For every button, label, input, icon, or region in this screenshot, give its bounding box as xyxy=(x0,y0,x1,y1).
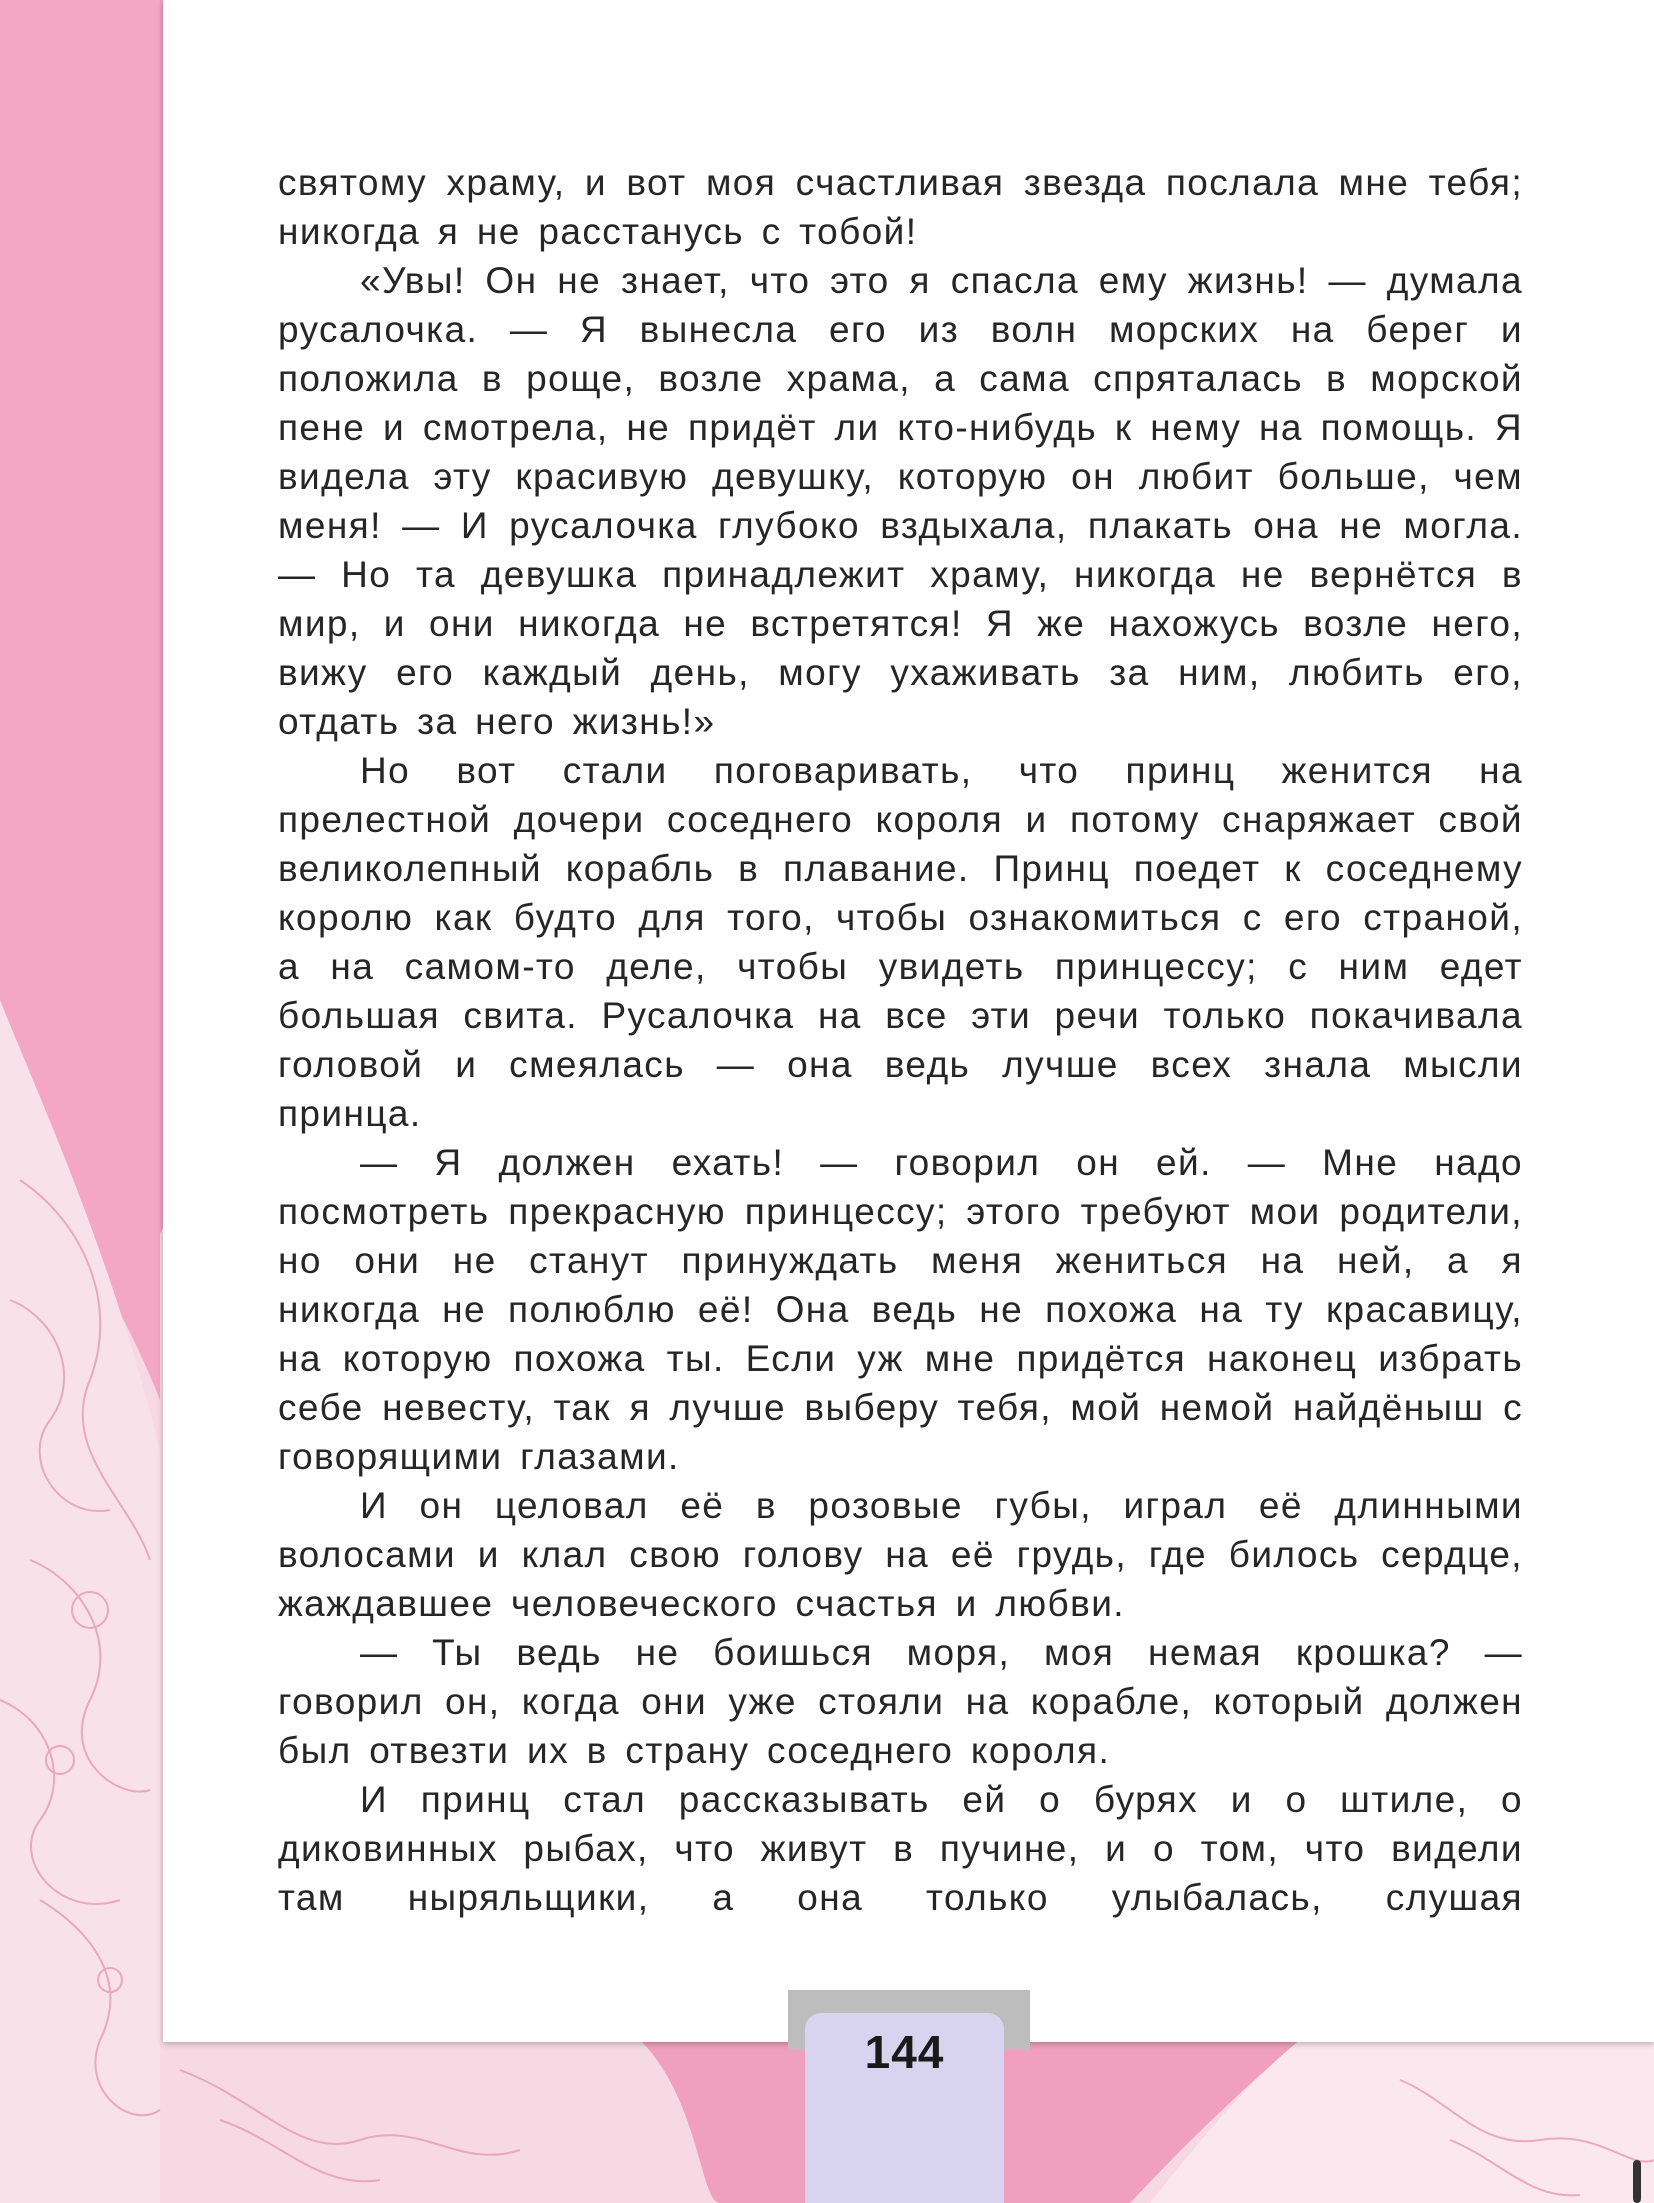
scrollbar[interactable] xyxy=(1633,2160,1641,2203)
paragraph: — Я должен ехать! — говорил он ей. — Мне надо посмотреть прекрасную принцессу; этого требуют мои родители, но они не станут принуждать меня жениться на ней, а я никогда не полюблю её! Она ведь не похожа на ту красавицу, на которую похожа ты. Если уж мне придётся наконец избрать себе невесту, так я лучше выберу тебя, мой немой найдёныш с говорящими глазами. xyxy=(278,1142,1523,1477)
paragraph: И принц стал рассказывать ей о бурях и о штиле, о диковинных рыбах, что живут в пучине, и о том, что видели там ныряльщики, а она только улыбалась, слушая xyxy=(278,1779,1523,1918)
paragraph: — Ты ведь не боишься моря, моя немая крошка? — говорил он, когда они уже стояли на корабле, который должен был отвезти их в страну соседнего короля. xyxy=(278,1632,1523,1771)
page-number-badge xyxy=(805,2013,1004,2203)
page-text xyxy=(278,158,1523,1922)
paragraph: И он целовал её в розовые губы, играл её длинными волосами и клал свою голову на её грудь, где билось сердце, жаждавшее человеческого счастья и любви. xyxy=(278,1485,1523,1624)
paragraph: «Увы! Он не знает, что это я спасла ему жизнь! — думала русалочка. — Я вынесла его из волн морских на берег и положила в роще, возле храма, а сама спряталась в морской пене и смотрела, не придёт ли кто-нибудь к нему на помощь. Я видела эту красивую девушку, которую он любит больше, чем меня! — И русалочка глубоко вздыхала, плакать она не могла. — Но та девушка принадлежит храму, никогда не вернётся в мир, и они никогда не встретятся! Я же нахожусь возле него, вижу его каждый день, могу ухаживать за ним, любить его, отдать за него жизнь!» xyxy=(278,260,1523,742)
paragraph: святому храму, и вот моя счастливая звезда послала мне тебя; никогда я не расстанусь с тобой! xyxy=(278,162,1523,252)
paragraph: Но вот стали поговаривать, что принц женится на прелестной дочери соседнего короля и потому снаряжает свой великолепный корабль в плавание. Принц поедет к соседнему королю как будто для того, чтобы ознакомиться с его страной, а на самом-то деле, чтобы увидеть принцессу; с ним едет большая свита. Русалочка на все эти речи только покачивала головой и смеялась — она ведь лучше всех знала мысли принца. xyxy=(278,750,1523,1134)
page-number: 144 xyxy=(864,2026,945,2078)
